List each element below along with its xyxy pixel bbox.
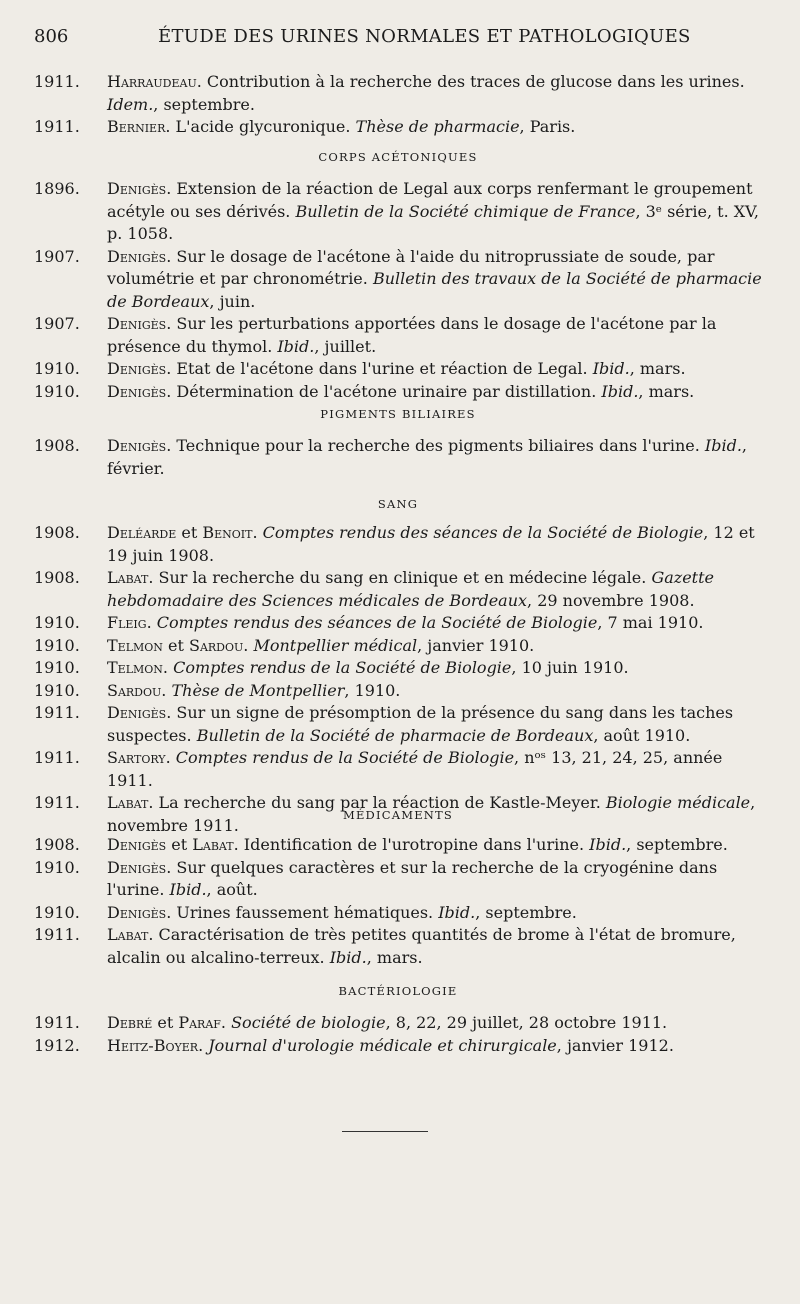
- entry-text: , 8, 22, 29 juillet, 28 octobre 1911.: [385, 1013, 668, 1032]
- bibliography-entry: [34, 902, 762, 925]
- entry-publication: Ibid.: [277, 336, 315, 356]
- entry-year: 1911.: [34, 117, 80, 136]
- entry-author: Heitz-Boyer: [107, 1035, 199, 1055]
- entry-year: 1911.: [34, 1013, 80, 1032]
- entry-year: 1911.: [34, 748, 80, 767]
- entry-text: , septembre.: [153, 94, 255, 114]
- entry-author: Denigès: [107, 835, 167, 854]
- entry-text: , février.: [107, 436, 747, 478]
- entry-text: , septembre.: [626, 835, 728, 854]
- section-title-medicaments: MÉDICAMENTS: [342, 808, 454, 822]
- section-title-bacteriologie: BACTÉRIOLOGIE: [338, 984, 458, 998]
- entry-text: , Paris.: [519, 117, 576, 136]
- section-sang: [34, 522, 762, 837]
- entry-text: , janvier 1912.: [556, 1035, 674, 1055]
- entry-text: , 10 juin 1910.: [511, 658, 629, 677]
- entry-publication: Ibid.: [601, 381, 639, 401]
- bibliography-entry: [34, 567, 762, 612]
- entry-year: 1910.: [34, 680, 80, 700]
- entry-text: . La recherche du sang par la réaction de Kastle-Meyer.: [148, 793, 606, 812]
- entry-author: Debré: [107, 1013, 153, 1032]
- entry-author: Telmon: [107, 635, 163, 655]
- entry-publication: Ibid.: [438, 902, 476, 922]
- section-medicaments: [34, 834, 762, 969]
- bibliography-entry: [34, 635, 762, 658]
- entry-text: .: [220, 1013, 232, 1032]
- entry-year: 1908.: [34, 835, 80, 854]
- entry-text: . Extension de la réaction de Legal aux corps renfermant le groupement acétyle ou ses dérivés.: [107, 179, 753, 221]
- entry-year: 1910.: [34, 902, 80, 922]
- entry-text: .: [162, 658, 174, 677]
- top-entries: [34, 71, 762, 139]
- entry-author: Sardou: [189, 635, 244, 655]
- entry-text: .: [198, 1035, 209, 1055]
- bibliography-entry: [34, 657, 762, 680]
- entry-text: . Sur quelques caractères et sur la recherche de la cryogénine dans l'urine.: [107, 857, 718, 899]
- entry-text: . Urines faussement hématiques.: [166, 902, 439, 922]
- entry-text: , mars.: [629, 359, 686, 378]
- entry-year: 1911.: [34, 925, 80, 944]
- entry-author: Paraf: [178, 1013, 221, 1032]
- entry-text: .: [146, 613, 157, 632]
- entry-text: . L'acide glycuronique.: [165, 117, 356, 136]
- entry-year: 1908.: [34, 568, 80, 587]
- bibliography-entry: [34, 71, 762, 116]
- entry-publication: Ibid.: [169, 880, 207, 899]
- bibliography-entry: [34, 702, 762, 747]
- entry-publication: Ibid.: [592, 359, 630, 378]
- section-corps-acetoniques: [34, 178, 762, 403]
- entry-publication: Journal d'urologie médicale et chirurgicale: [208, 1035, 557, 1055]
- bibliography-entry: [34, 680, 762, 703]
- entry-publication: Thèse de pharmacie: [355, 117, 520, 136]
- entry-author: Denigès: [107, 703, 167, 722]
- entry-year: 1907.: [34, 314, 80, 333]
- entry-year: 1910.: [34, 658, 80, 677]
- entry-text: .: [243, 635, 254, 655]
- bibliography-entry: [34, 358, 762, 381]
- entry-author: Telmon: [107, 658, 163, 677]
- entry-text: , novembre 1911.: [107, 793, 756, 835]
- entry-text: . Sur les perturbations apportées dans le dosage de l'acétone par la présence du thymol.: [107, 314, 717, 356]
- entry-author: Sardou: [107, 680, 162, 700]
- entry-author: Denigès: [107, 381, 167, 401]
- entry-text: et: [176, 523, 203, 542]
- entry-publication: Bulletin de la Société chimique de France: [295, 201, 636, 221]
- entry-publication: Idem.: [107, 94, 154, 114]
- entry-text: , 1910.: [344, 680, 401, 700]
- entry-publication: Bulletin de la Société de pharmacie de Bordeaux: [196, 725, 594, 745]
- entry-author: Labat: [192, 835, 234, 854]
- entry-year: 1907.: [34, 246, 80, 266]
- entry-year: 1910.: [34, 635, 80, 655]
- page-number: 806: [34, 26, 69, 47]
- entry-publication: Bulletin des travaux de la Société de pharmacie de Bordeaux: [107, 269, 762, 311]
- entry-year: 1910.: [34, 359, 80, 378]
- entry-publication: Thèse de Montpellier: [171, 680, 345, 700]
- bibliography-entry: [34, 834, 762, 857]
- entry-text: . Sur la recherche du sang en clinique et en médecine légale.: [148, 568, 652, 587]
- entry-text: . Caractérisation de très petites quantités de brome à l'état de bromure, alcalin ou alcalino-terreux.: [107, 925, 736, 967]
- bibliography-entry: [34, 612, 762, 635]
- bibliography-entry: [34, 435, 762, 480]
- entry-author: Benoit: [202, 523, 253, 542]
- entry-year: 1912.: [34, 1035, 80, 1055]
- entry-year: 1908.: [34, 436, 80, 455]
- entry-text: , septembre.: [475, 902, 577, 922]
- entry-text: , janvier 1910.: [417, 635, 535, 655]
- entry-text: , août 1910.: [593, 725, 691, 745]
- entry-text: , mars.: [638, 381, 695, 401]
- entry-publication: Comptes rendus des séances de la Société de Biologie: [262, 523, 704, 542]
- end-rule: [342, 1131, 428, 1132]
- bibliography-entry: [34, 1035, 762, 1058]
- entry-author: Denigès: [107, 179, 167, 198]
- bibliography-entry: [34, 1012, 762, 1035]
- entry-text: et: [166, 835, 193, 854]
- entry-text: . Sur le dosage de l'acétone à l'aide du nitroprussiate de soude, par volumétrie et par chronométrie.: [107, 246, 715, 288]
- running-header: [34, 26, 760, 54]
- entry-text: , 7 mai 1910.: [597, 613, 704, 632]
- entry-text: , août.: [206, 880, 258, 899]
- entry-author: Deléarde: [107, 523, 177, 542]
- section-bacteriologie: [34, 1012, 762, 1057]
- entry-text: .: [165, 748, 176, 767]
- entry-year: 1911.: [34, 72, 80, 91]
- entry-text: et: [152, 1013, 179, 1032]
- entry-text: , juin.: [209, 291, 256, 311]
- section-title-pigments-biliaires: PIGMENTS BILIAIRES: [320, 407, 476, 421]
- entry-year: 1911.: [34, 703, 80, 722]
- entry-text: . Contribution à la recherche des traces de glucose dans les urines.: [196, 72, 745, 91]
- bibliography-entry: [34, 178, 762, 246]
- bibliography-entry: [34, 747, 762, 792]
- entry-text: . Technique pour la recherche des pigments biliaires dans l'urine.: [166, 436, 705, 455]
- entry-author: Labat: [107, 793, 149, 812]
- entry-publication: Ibid.: [329, 947, 367, 967]
- entry-author: Denigès: [107, 359, 167, 378]
- running-title: ÉTUDE DES URINES NORMALES ET PATHOLOGIQUES: [158, 26, 691, 47]
- entry-author: Sartory: [107, 748, 166, 767]
- entry-year: 1896.: [34, 179, 80, 198]
- entry-text: , 29 novembre 1908.: [527, 590, 695, 610]
- section-title-corps-acetoniques: CORPS ACÉTONIQUES: [318, 150, 478, 164]
- entry-year: 1910.: [34, 381, 80, 401]
- entry-text: . Sur un signe de présomption de la présence du sang dans les taches suspectes.: [107, 703, 734, 745]
- entry-author: Harraudeau: [107, 72, 197, 91]
- entry-author: Labat: [107, 568, 149, 587]
- entry-text: , mars.: [366, 947, 423, 967]
- entry-text: et: [162, 635, 189, 655]
- entry-author: Denigès: [107, 314, 167, 333]
- entry-text: . Identification de l'urotropine dans l'urine.: [233, 835, 590, 854]
- entry-text: , 3ᵉ série, t. XV, p. 1058.: [107, 201, 760, 243]
- entry-publication: Biologie médicale: [605, 793, 751, 812]
- entry-publication: Comptes rendus de la Société de Biologie: [175, 748, 515, 767]
- bibliography-entry: [34, 246, 762, 314]
- entry-author: Bernier: [107, 117, 166, 136]
- entry-publication: Ibid.: [589, 835, 627, 854]
- entry-author: Denigès: [107, 246, 167, 266]
- entry-year: 1910.: [34, 857, 80, 877]
- entry-text: .: [161, 680, 172, 700]
- entry-text: , 12 et 19 juin 1908.: [107, 523, 755, 565]
- entry-publication: Montpellier médical: [253, 635, 418, 655]
- bibliography-entry: [34, 522, 762, 567]
- entry-author: Labat: [107, 925, 149, 944]
- entry-publication: Gazette hebdomadaire des Sciences médicales de Bordeaux: [107, 568, 714, 610]
- entry-author: Fleig: [107, 613, 147, 632]
- entry-text: , juillet.: [314, 336, 377, 356]
- bibliography-entry: [34, 857, 762, 902]
- entry-publication: Ibid.: [704, 436, 742, 455]
- bibliography-entry: [34, 313, 762, 358]
- entry-author: Denigès: [107, 436, 167, 455]
- entry-author: Denigès: [107, 902, 167, 922]
- entry-text: , nᵒˢ 13, 21, 24, 25, année 1911.: [107, 748, 723, 790]
- entry-text: . Etat de l'acétone dans l'urine et réaction de Legal.: [166, 359, 593, 378]
- section-pigments-biliaires: [34, 435, 762, 480]
- entry-publication: Comptes rendus des séances de la Société de Biologie: [156, 613, 598, 632]
- bibliography-entry: [34, 381, 762, 404]
- bibliography-entry: [34, 924, 762, 969]
- entry-year: 1911.: [34, 793, 80, 812]
- entry-author: Denigès: [107, 857, 167, 877]
- bibliography-entry: [34, 116, 762, 139]
- entry-text: .: [252, 523, 263, 542]
- entry-publication: Comptes rendus de la Société de Biologie: [173, 658, 512, 677]
- section-title-sang: SANG: [377, 497, 419, 511]
- entry-text: . Détermination de l'acétone urinaire par distillation.: [166, 381, 602, 401]
- entry-year: 1908.: [34, 523, 80, 542]
- entry-publication: Société de biologie: [231, 1013, 386, 1032]
- entry-year: 1910.: [34, 613, 80, 632]
